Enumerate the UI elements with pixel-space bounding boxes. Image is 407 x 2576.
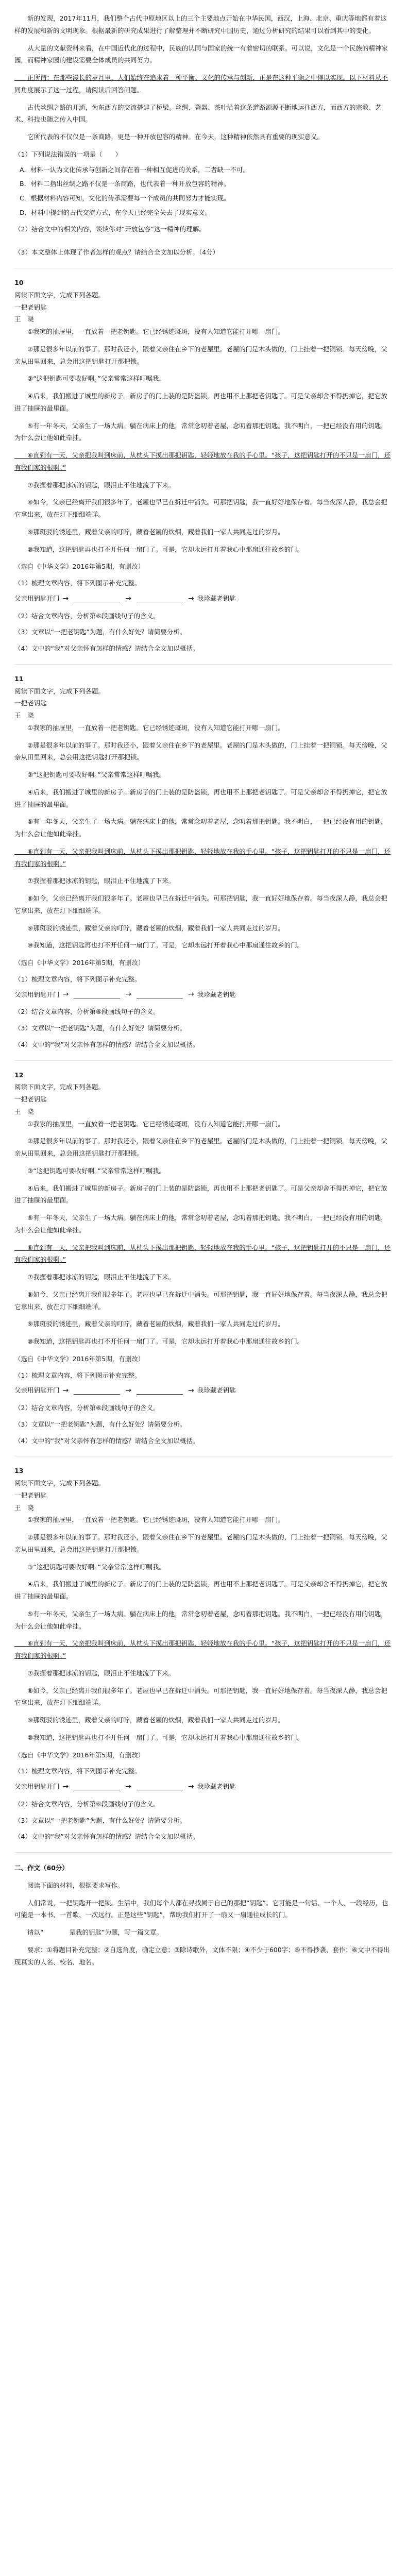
passage-paragraph: ③“这把钥匙可要收好啊。”父亲常常这样叮嘱我。 [14, 375, 165, 383]
passage-paragraph: ⑤有一年冬天，父亲生了一场大病。躺在病床上的他，常常念叨着老屋，念叨着那把钥匙。我不明白，一把已经没有用的钥匙，为什么会让他如此牵挂。 [14, 1214, 387, 1234]
question: （2）结合文章内容，分析第⑥段画线句子的含义。 [14, 1800, 160, 1808]
answer-blank[interactable] [137, 1387, 183, 1395]
question: （1）下列说法错误的一项是（ ） [14, 150, 122, 158]
passage-paragraph: ⑤有一年冬天，父亲生了一场大病。躺在病床上的他，常常念叨着老屋，念叨着那把钥匙。我不明白，一把已经没有用的钥匙，为什么会让他如此牵挂。 [14, 1609, 387, 1630]
question: （3）文章以“一把老钥匙”为题，有什么好处？请简要分析。 [14, 1816, 186, 1824]
passage-paragraph: ⑧如今，父亲已经离开我们很多年了。老屋也早已在拆迁中消失。可那把钥匙，我一直好好地保存着。每当夜深人静，我总会把它拿出来，放在灯下细细端详。 [14, 894, 387, 914]
arrow-icon: → [62, 594, 69, 603]
passage-paragraph: ①我家的抽屉里，一直放着一把老钥匙。它已经锈迹斑斑，没有人知道它能打开哪一扇门。 [14, 1120, 284, 1128]
section-number: 12 [14, 1071, 24, 1079]
question: （2）结合文中的相关内容，谈谈你对“开放包容”这一精神的理解。 [14, 225, 206, 233]
passage-paragraph: ⑥直到有一天，父亲把我叫到床前，从枕头下摸出那把钥匙，轻轻地放在我的手心里。“孩子，这把钥匙打开的不只是一扇门，还有我们家的根啊。” [14, 451, 391, 471]
passage-paragraph: ⑩我知道，这把钥匙再也打不开任何一扇门了。可是，它却永远打开着我心中那扇通往故乡的门。 [14, 1337, 304, 1345]
divider [14, 664, 393, 665]
chain-start: 父亲用钥匙开门 [14, 594, 60, 602]
question: （3）文章以“一把老钥匙”为题，有什么好处？请简要分析。 [14, 628, 186, 636]
passage-paragraph: ①我家的抽屉里，一直放着一把老钥匙。它已经锈迹斑斑，没有人知道它能打开哪一扇门。 [14, 723, 284, 732]
question: （4）文中的“我”对父亲怀有怎样的情感？请结合全文加以概括。 [14, 645, 199, 652]
writing-paragraph: 阅读下面的材料，根据要求写作。 [14, 1881, 124, 1889]
passage-paragraph: ⑦我握着那把冰凉的钥匙，眼泪止不住地流了下来。 [14, 877, 175, 885]
question: （3）文章以“一把老钥匙”为题，有什么好处？请简要分析。 [14, 1024, 186, 1032]
passage-paragraph: ③“这把钥匙可要收好啊。”父亲常常这样叮嘱我。 [14, 771, 165, 778]
question: （2）结合文章内容，分析第⑥段画线句子的含义。 [14, 1008, 160, 1016]
writing-paragraph: 人们常说，一把钥匙开一把锁。生活中，我们每个人都在寻找属于自己的那把“钥匙”。它可能是一句话、一个人、一段经历，也可能是一本书、一首歌、一次远行。正是这些“钥匙”，帮助我们打开了一扇又一扇通往成长的门。 [14, 1899, 388, 1919]
question: （4）文中的“我”对父亲怀有怎样的情感？请结合全文加以概括。 [14, 1040, 199, 1048]
divider [14, 1852, 393, 1853]
arrow-icon: → [188, 1386, 194, 1395]
section-title: 一把老钥匙 [14, 1491, 47, 1499]
arrow-icon: → [188, 594, 194, 603]
passage-source: （选自《中华文学》2016年第5期，有删改） [14, 563, 145, 571]
arrow-icon: → [188, 1782, 194, 1791]
chain-start: 父亲用钥匙开门 [14, 1783, 60, 1790]
answer-space [14, 238, 393, 242]
passage-paragraph: ①我家的抽屉里，一直放着一把老钥匙。它已经锈迹斑斑，没有人知道它能打开哪一扇门。 [14, 1516, 284, 1524]
passage-paragraph: ⑤有一年冬天，父亲生了一场大病。躺在病床上的他，常常念叨着老屋，念叨着那把钥匙。我不明白，一把已经没有用的钥匙，为什么会让他如此牵挂。 [14, 421, 387, 442]
flow-chain [14, 989, 393, 1001]
section-number: 11 [14, 674, 24, 683]
passage-paragraph: ②那是很多年以前的事了。那时我还小，跟着父亲住在乡下的老屋里。老屋的门是木头做的，门上挂着一把铜锁。每天傍晚，父亲从田里回来，总会用这把钥匙打开那把锁。 [14, 1137, 387, 1157]
section-author: 王 晓 [14, 711, 34, 719]
section-author: 王 晓 [14, 1503, 34, 1512]
chain-start: 父亲用钥匙开门 [14, 1386, 60, 1395]
arrow-icon: → [188, 990, 194, 999]
passage-paragraph: ⑨那斑驳的锈迹里，藏着父亲的叮咛，藏着老屋的炊烟，藏着我们一家人共同走过的岁月。 [14, 1320, 284, 1328]
passage-paragraph: ⑤有一年冬天，父亲生了一场大病。躺在病床上的他，常常念叨着老屋，念叨着那把钥匙。我不明白，一把已经没有用的钥匙，为什么会让他如此牵挂。 [14, 818, 387, 838]
intro-paragraph: 正所谓：在那些漫长的岁月里，人们始终在追求着一种平衡。文化的传承与创新，正是在这种平衡之中得以实现。以下材料从不同角度展示了这一过程，请阅读后回答问题。 [14, 74, 388, 94]
passage-paragraph: ②那是很多年以前的事了。那时我还小，跟着父亲住在乡下的老屋里。老屋的门是木头做的，门上挂着一把铜锁。每天傍晚，父亲从田里回来，总会用这把钥匙打开那把锁。 [14, 741, 387, 761]
chain-start: 父亲用钥匙开门 [14, 990, 60, 998]
passage-paragraph: ⑩我知道，这把钥匙再也打不开任何一扇门了。可是，它却永远打开着我心中那扇通往故乡的门。 [14, 1733, 304, 1741]
reading-section [14, 277, 393, 655]
passage-paragraph: ⑨那斑驳的锈迹里，藏着父亲的叮咛，藏着老屋的炊烟，藏着我们一家人共同走过的岁月。 [14, 528, 284, 536]
passage-paragraph: ⑩我知道，这把钥匙再也打不开任何一扇门了。可是，它却永远打开着我心中那扇通往故乡的门。 [14, 941, 304, 950]
passage-source: （选自《中华文学》2016年第5期，有删改） [14, 1354, 145, 1363]
question: （4）文中的“我”对父亲怀有怎样的情感？请结合全文加以概括。 [14, 1833, 199, 1841]
passage-paragraph: ⑩我知道，这把钥匙再也打不开任何一扇门了。可是，它却永远打开着我心中那扇通往故乡的门。 [14, 545, 304, 553]
passage-paragraph: ③“这把钥匙可要收好啊。”父亲常常这样叮嘱我。 [14, 1166, 165, 1175]
writing-paragraph: 请以“ 是我的钥匙”为题，写一篇文章。 [14, 1928, 163, 1936]
passage-paragraph: ⑦我握着那把冰凉的钥匙，眼泪止不住地流了下来。 [14, 1669, 175, 1677]
answer-blank[interactable] [74, 595, 120, 602]
section-author: 王 晓 [14, 315, 34, 324]
intro-paragraph: 新的发现，2017年11月，我们整个古代中原地区以上的三个主要地点开始在中华民国，西汉，上海、北京、重庆等地都有着这样的发展和新的文明现象。根据最新的研究成果进行了解整理并不断研究中国历史，通过分析研究的结果可以看到其中的变化。 [14, 14, 387, 35]
flow-chain [14, 592, 393, 605]
passage-source: （选自《中华文学》2016年第5期，有删改） [14, 959, 145, 967]
answer-blank[interactable] [137, 991, 183, 998]
option-b[interactable]: B．材料二指出丝绸之路不仅是一条商路，也代表着一种开放包容的精神。 [20, 180, 230, 188]
passage-paragraph: ⑥直到有一天，父亲把我叫到床前，从枕头下摸出那把钥匙，轻轻地放在我的手心里。“孩子，这把钥匙打开的不只是一扇门，还有我们家的根啊。” [14, 1639, 391, 1659]
chain-end: 我珍藏老钥匙 [197, 1386, 236, 1395]
intro-paragraph: 从大量的文献资料来看，在中国近代化的过程中，民族的认同与国家的统一有着密切的联系。可以说，文化是一个民族的精神家园，而精神家园的建设需要全体成员的共同努力。 [14, 44, 388, 64]
question: （3）文章以“一把老钥匙”为题，有什么好处？请简要分析。 [14, 1420, 186, 1428]
answer-blank[interactable] [137, 1783, 183, 1790]
arrow-icon: → [62, 1386, 69, 1395]
section-number: 10 [14, 279, 24, 286]
arrow-icon: → [125, 1782, 131, 1791]
flow-chain [14, 1781, 393, 1793]
option-d[interactable]: D．材料中提到的古代交流方式，在今天已经完全失去了现实意义。 [20, 208, 212, 216]
passage-paragraph: ③“这把钥匙可要收好啊。”父亲常常这样叮嘱我。 [14, 1563, 165, 1571]
passage-paragraph: ⑨那斑驳的锈迹里，藏着父亲的叮咛，藏着老屋的炊烟，藏着我们一家人共同走过的岁月。 [14, 924, 284, 932]
reading-section [14, 1069, 393, 1447]
arrow-icon: → [125, 990, 131, 999]
passage-paragraph: ②那是很多年以前的事了。那时我还小，跟着父亲住在乡下的老屋里。老屋的门是木头做的，门上挂着一把铜锁。每天傍晚，父亲从田里回来，总会用这把钥匙打开那把锁。 [14, 1533, 387, 1553]
intro-block [14, 12, 393, 259]
arrow-icon: → [62, 1782, 69, 1791]
question: （1）梳理文章内容，将下列图示补充完整。 [14, 975, 141, 983]
answer-blank[interactable] [74, 1387, 120, 1395]
question: （1）梳理文章内容，将下列图示补充完整。 [14, 1767, 141, 1775]
flow-chain [14, 1384, 393, 1397]
passage-paragraph: ⑥直到有一天，父亲把我叫到床前，从枕头下摸出那把钥匙，轻轻地放在我的手心里。“孩子，这把钥匙打开的不只是一扇门，还有我们家的根啊。” [14, 847, 391, 868]
question: （2）结合文章内容，分析第⑥段画线句子的含义。 [14, 612, 160, 620]
question: （4）文中的“我”对父亲怀有怎样的情感？请结合全文加以概括。 [14, 1436, 199, 1445]
passage-paragraph: ④后来，我们搬进了城里的新房子。新房子的门上装的是防盗锁，再也用不上那把老钥匙了。可是父亲却舍不得扔掉它，把它放进了抽屉的最里面。 [14, 1184, 387, 1205]
question: （1）梳理文章内容，将下列图示补充完整。 [14, 579, 141, 587]
passage-paragraph: ④后来，我们搬进了城里的新房子。新房子的门上装的是防盗锁，再也用不上那把老钥匙了。可是父亲却舍不得扔掉它，把它放进了抽屉的最里面。 [14, 392, 387, 412]
passage-source: （选自《中华文学》2016年第5期，有删改） [14, 1751, 145, 1759]
answer-blank[interactable] [137, 595, 183, 602]
writing-paragraph: 要求：①将题目补充完整；②自选角度，确定立意；③除诗歌外，文体不限；④不少于600字；⑤不得抄袭、套作；⑥文中不得出现真实的人名、校名、地名。 [14, 1945, 390, 1966]
passage-paragraph: ②那是很多年以前的事了。那时我还小，跟着父亲住在乡下的老屋里。老屋的门是木头做的，门上挂着一把铜锁。每天傍晚，父亲从田里回来，总会用这把钥匙打开那把锁。 [14, 345, 387, 365]
passage-paragraph: ④后来，我们搬进了城里的新房子。新房子的门上装的是防盗锁，再也用不上那把老钥匙了。可是父亲却舍不得扔掉它，把它放进了抽屉的最里面。 [14, 788, 387, 808]
section-heading: 二、作文（60分） [14, 1864, 69, 1872]
passage-paragraph: ①我家的抽屉里，一直放着一把老钥匙。它已经锈迹斑斑，没有人知道它能打开哪一扇门。 [14, 328, 284, 335]
intro-paragraph: 古代丝绸之路的开通，为东西方的交流搭建了桥梁。丝绸、瓷器、茶叶沿着这条道路源源不断地运往西方，而西方的宗教、艺术、科技也随之传入中国。 [14, 103, 382, 124]
chain-end: 我珍藏老钥匙 [197, 1783, 236, 1790]
question: （2）结合文章内容，分析第⑥段画线句子的含义。 [14, 1404, 160, 1412]
passage-paragraph: ⑦我握着那把冰凉的钥匙，眼泪止不住地流了下来。 [14, 1273, 175, 1281]
arrow-icon: → [62, 990, 69, 999]
passage-paragraph: ⑧如今，父亲已经离开我们很多年了。老屋也早已在拆迁中消失。可那把钥匙，我一直好好地保存着。每当夜深人静，我总会把它拿出来，放在灯下细细端详。 [14, 1686, 387, 1707]
arrow-icon: → [125, 1386, 131, 1395]
intro-paragraph: 它所代表的不仅仅是一条商路，更是一种开放包容的精神。在今天，这种精神依然具有重要的现实意义。 [14, 133, 324, 141]
passage-paragraph: ⑧如今，父亲已经离开我们很多年了。老屋也早已在拆迁中消失。可那把钥匙，我一直好好地保存着。每当夜深人静，我总会把它拿出来，放在灯下细细端详。 [14, 498, 387, 518]
section-lead: 阅读下面文字，完成下列各题。 [14, 687, 105, 695]
passage-paragraph: ⑧如今，父亲已经离开我们很多年了。老屋也早已在拆迁中消失。可那把钥匙，我一直好好地保存着。每当夜深人静，我总会把它拿出来，放在灯下细细端详。 [14, 1290, 387, 1311]
answer-blank[interactable] [74, 1783, 120, 1790]
reading-section [14, 673, 393, 1051]
section-author: 王 晓 [14, 1107, 34, 1115]
answer-blank[interactable] [74, 991, 120, 998]
reading-section [14, 1465, 393, 1843]
passage-paragraph: ⑦我握着那把冰凉的钥匙，眼泪止不住地流了下来。 [14, 481, 175, 489]
passage-paragraph: ④后来，我们搬进了城里的新房子。新房子的门上装的是防盗锁，再也用不上那把老钥匙了。可是父亲却舍不得扔掉它，把它放进了抽屉的最里面。 [14, 1580, 387, 1600]
divider [14, 1060, 393, 1061]
question: （1）梳理文章内容，将下列图示补充完整。 [14, 1371, 141, 1379]
writing-section [14, 1862, 393, 1968]
passage-paragraph: ⑨那斑驳的锈迹里，藏着父亲的叮咛，藏着老屋的炊烟，藏着我们一家人共同走过的岁月。 [14, 1716, 284, 1724]
section-title: 一把老钥匙 [14, 1095, 47, 1103]
chain-end: 我珍藏老钥匙 [197, 990, 236, 998]
section-lead: 阅读下面文字，完成下列各题。 [14, 291, 105, 299]
option-a[interactable]: A．材料一认为文化传承与创新之间存在着一种相互促进的关系，二者缺一不可。 [20, 165, 250, 174]
section-title: 一把老钥匙 [14, 303, 47, 311]
section-number: 13 [14, 1467, 24, 1475]
arrow-icon: → [125, 594, 131, 603]
section-lead: 阅读下面文字，完成下列各题。 [14, 1083, 105, 1091]
question: （3）本文整体上体现了作者怎样的观点？请结合全文加以分析。（4分） [14, 248, 219, 257]
chain-end: 我珍藏老钥匙 [197, 594, 236, 602]
section-lead: 阅读下面文字，完成下列各题。 [14, 1479, 105, 1487]
passage-paragraph: ⑥直到有一天，父亲把我叫到床前，从枕头下摸出那把钥匙，轻轻地放在我的手心里。“孩子，这把钥匙打开的不只是一扇门，还有我们家的根啊。” [14, 1243, 391, 1264]
section-title: 一把老钥匙 [14, 699, 47, 707]
option-c[interactable]: C．根据材料内容可知，文化的传承需要每一个成员的共同努力才能实现。 [20, 194, 230, 202]
